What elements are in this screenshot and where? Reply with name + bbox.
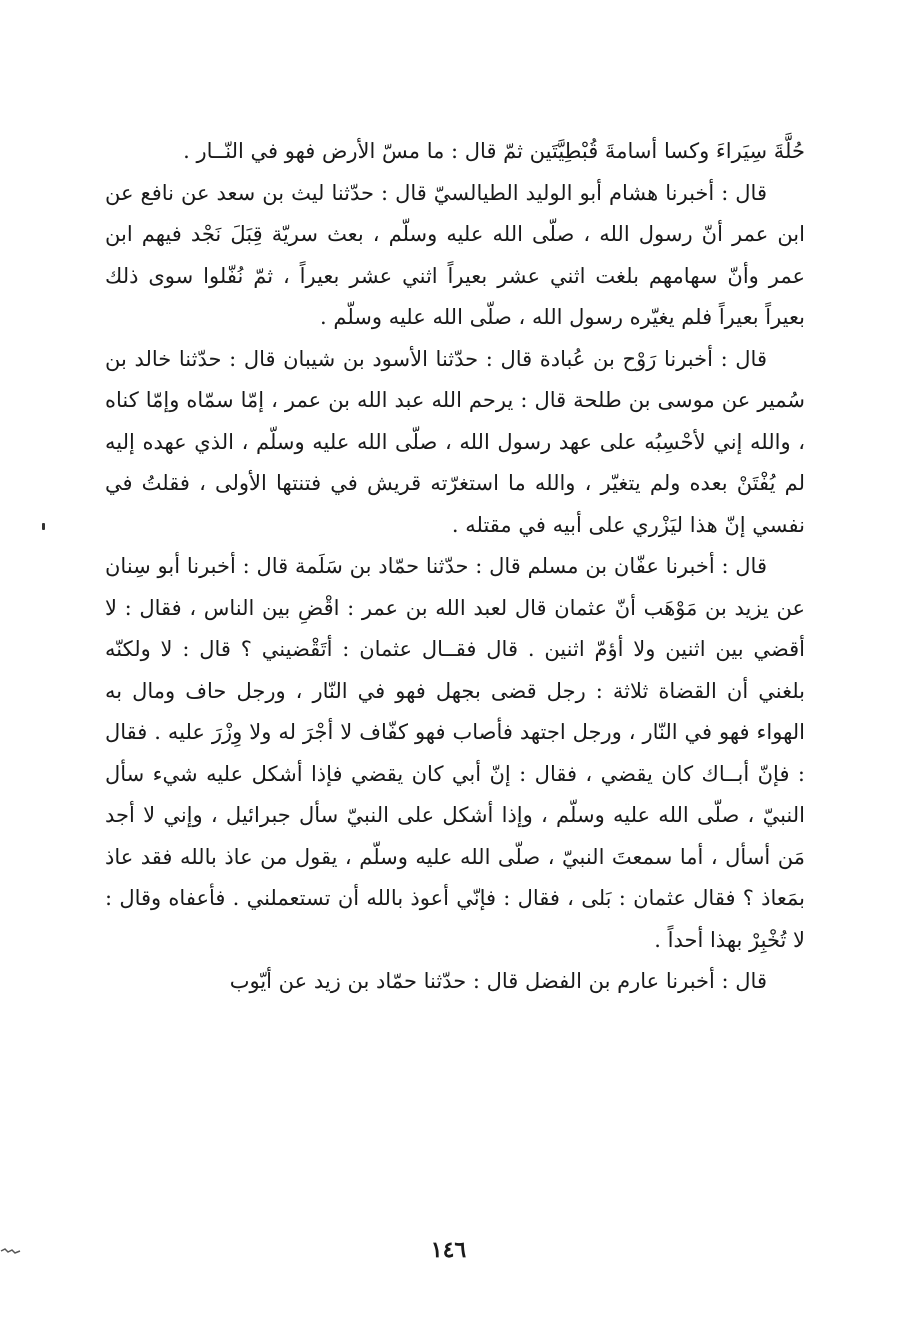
body-text bbox=[105, 131, 805, 1003]
paragraph-3: قال : أخبرنا رَوْح بن عُبادة قال : حدّثنا الأسود بن شيبان قال : حدّثنا خالد بن سُمير عن موسى بن طلحة قال : يرحم الله عبد الله بن عمر ، إمّا سمّاه وإمّا كناه ، والله إني لأحْسِبُه على عهد رسول الله ، صلّى الله عليه وسلّم ، الذي عهده إليه لم يُفْتَنْ بعده ولم يتغيّر ، والله ما استغرّته قريش في فتنتها الأولى ، فقلتُ في نفسي إنّ هذا ليَزْري على أبيه في مقتله . bbox=[105, 346, 805, 537]
paragraph-2: قال : أخبرنا هشام أبو الوليد الطيالسيّ قال : حدّثنا ليث بن سعد عن نافع عن ابن عمر أنّ رسول الله ، صلّى الله عليه وسلّم ، بعث سريّة قِبَلَ نَجْد فيهم ابن عمر وأنّ سهامهم بلغت اثني عشر بعيراً اثني عشر بعيراً ، ثمّ نُفّلوا سوى ذلك بعيراً بعيراً فلم يغيّره رسول الله ، صلّى الله عليه وسلّم . bbox=[105, 180, 805, 329]
paragraph-4: قال : أخبرنا عفّان بن مسلم قال : حدّثنا حمّاد بن سَلَمة قال : أخبرنا أبو سِنان عن يزيد بن مَوْهَب أنّ عثمان قال لعبد الله بن عمر : اقْضِ بين الناس ، فقال : لا أقضي بين اثنين ولا أؤمّ اثنين . قال فقــال عثمان : أتَقْضيني ؟ قال : لا ولكنّه بلغني أن القضاة ثلاثة : رجل قضى بجهل فهو في النّار ، ورجل حاف ومال به الهواء فهو في النّار ، ورجل اجتهد فأصاب فهو كفّاف لا أجْرَ له ولا وِزْرَ عليه . فقال : فإنّ أبــاك كان يقضي ، فقال : إنّ أبي كان يقضي فإذا أشكل عليه شيء سأل النبيّ ، صلّى الله عليه وسلّم ، وإذا أشكل على النبيّ سأل جبرائيل ، وإني لا أجد مَن أسأل ، أما سمعتَ النبيّ ، صلّى الله عليه وسلّم ، يقول من عاذ بالله فقد عاذ بمَعاذ ؟ فقال عثمان : بَلى ، فقال : فإنّي أعوذ بالله أن تستعملني . فأعفاه وقال : لا تُخْبِرْ بهذا أحداً . bbox=[105, 554, 805, 952]
edge-smudge-icon bbox=[0, 1247, 22, 1255]
margin-speck bbox=[42, 523, 45, 530]
paragraph-1: حُلَّةَ سِيَراءَ وكسا أسامةَ قُبْطِيَّتَين ثمّ قال : ما مسّ الأرض فهو في النّــار . bbox=[183, 139, 805, 163]
page-number: ١٤٦ bbox=[430, 1237, 467, 1263]
paragraph-5: قال : أخبرنا عارم بن الفضل قال : حدّثنا حمّاد بن زيد عن أيّوب bbox=[229, 969, 767, 993]
